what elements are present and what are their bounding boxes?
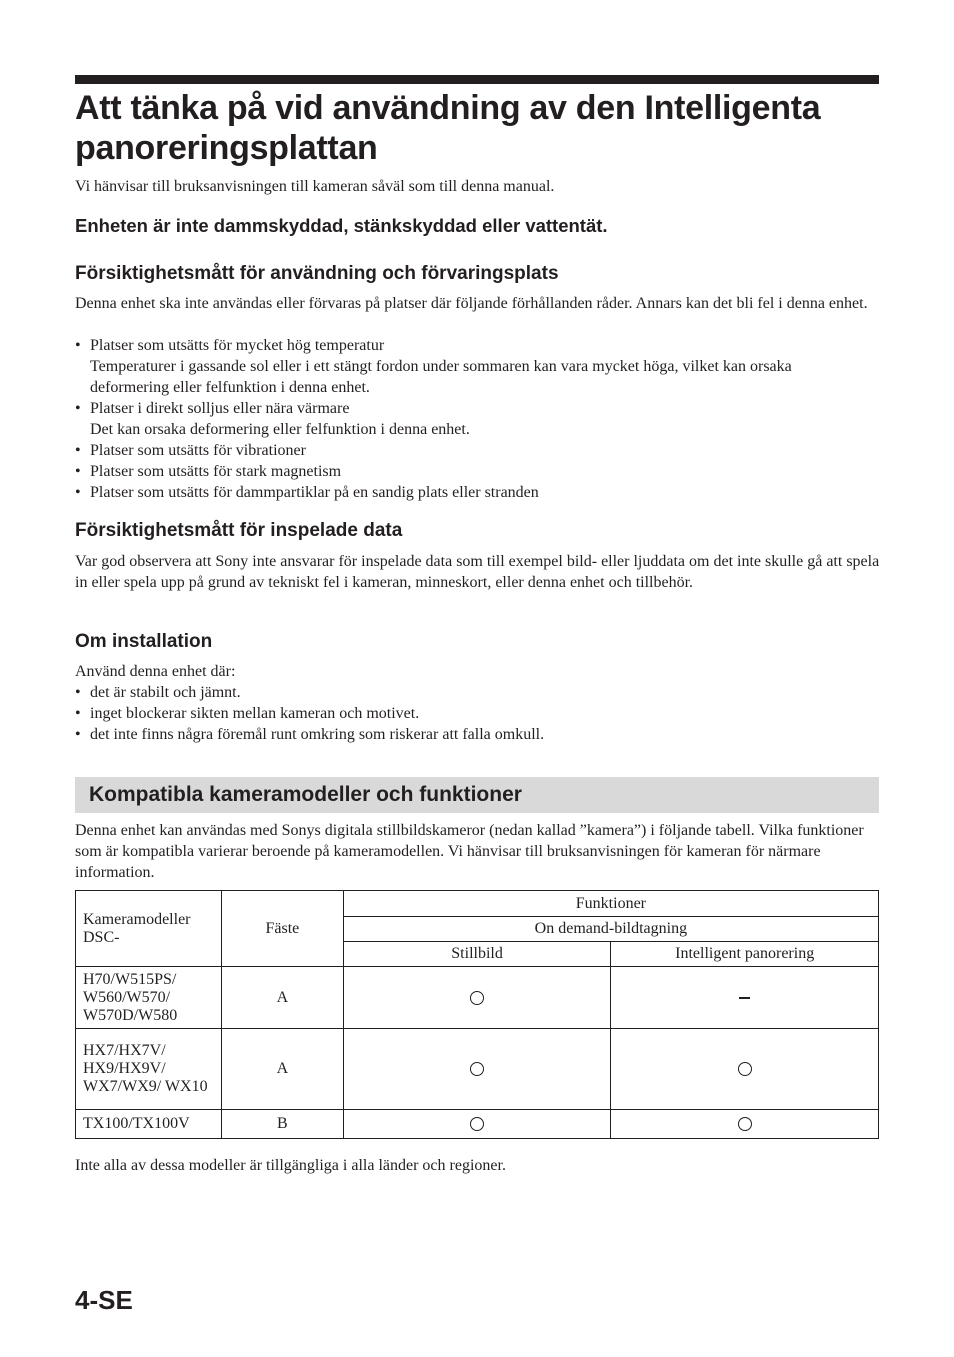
list-item-detail: Det kan orsaka deformering eller felfunktion i denna enhet. xyxy=(90,421,470,438)
installation-intro: Använd denna enhet där: xyxy=(75,663,236,680)
page-title: Att tänka på vid användning av den Intelligenta panoreringsplattan xyxy=(75,89,821,167)
cell-model: H70/W515PS/ W560/W570/ W570D/W580 xyxy=(76,967,222,1029)
list-item: • inget blockerar sikten mellan kameran och motivet. xyxy=(75,703,865,724)
list-item xyxy=(75,440,865,461)
warning-heading: Enheten är inte dammskyddad, stänkskyddad eller vattentät. xyxy=(75,215,608,236)
circle-icon xyxy=(470,1117,484,1131)
intro-text: Vi hänvisar till bruksanvisningen till kameran såväl som till denna manual. xyxy=(75,178,555,195)
circle-icon xyxy=(470,991,484,1005)
cell-panorama xyxy=(611,1029,879,1110)
list-item: • det inte finns några föremål runt omkring som riskerar att falla omkull. xyxy=(75,724,865,745)
title-rule xyxy=(75,75,879,84)
list-item xyxy=(75,335,865,398)
cell-model: HX7/HX7V/ HX9/HX9V/ WX7/WX9/ WX10 xyxy=(76,1029,222,1110)
section-banner xyxy=(75,777,879,813)
dash-icon xyxy=(739,997,750,999)
cell-still xyxy=(343,1110,611,1139)
list-item: • det är stabilt och jämnt. xyxy=(75,682,865,703)
cell-still xyxy=(343,1029,611,1110)
cell-panorama xyxy=(611,1110,879,1139)
compatibility-paragraph: Denna enhet kan användas med Sonys digitala stillbildskameror (nedan kallad ”kamera”) i följande tabell. Vilka funktioner som är kompatibla varierar beroende på kameramodellen. Vi hänvisar till bruksanvisningen för kameran för närmare information. xyxy=(75,822,864,881)
recorded-data-paragraph: Var god observera att Sony inte ansvarar för inspelade data som till exempel bild- eller ljuddata om det inte skulle gå att spela in eller spela upp på grund av tekniskt fel i kameran, minneskort, eller denna enhet och tillbehör. xyxy=(75,553,880,591)
list-item xyxy=(75,461,865,482)
cell-panorama xyxy=(611,967,879,1029)
header-functions: Funktioner xyxy=(343,891,878,917)
installation-list xyxy=(75,682,865,745)
usage-storage-heading: Försiktighetsmått för användning och förvaringsplats xyxy=(75,263,559,284)
header-on-demand: On demand-bildtagning xyxy=(343,917,878,942)
installation-heading: Om installation xyxy=(75,631,213,652)
header-panorama: Intelligent panorering xyxy=(611,942,879,967)
list-item-label: • Platser som utsätts för mycket hög temperatur xyxy=(90,337,385,354)
page-number: 4-SE xyxy=(75,1285,133,1315)
usage-storage-paragraph: Denna enhet ska inte användas eller förvaras på platser där följande förhållanden råder. Annars kan det bli fel i denna enhet. xyxy=(75,295,868,312)
section-title: Kompatibla kameramodeller och funktioner xyxy=(89,783,522,806)
list-item xyxy=(75,398,865,440)
table-row xyxy=(76,1029,879,1110)
circle-icon xyxy=(470,1062,484,1076)
circle-icon xyxy=(738,1117,752,1131)
table-row xyxy=(76,967,879,1029)
recorded-data-heading: Försiktighetsmått för inspelade data xyxy=(75,520,403,541)
compatibility-table xyxy=(75,890,879,1139)
header-mount: Fäste xyxy=(221,891,343,967)
circle-icon xyxy=(738,1062,752,1076)
cell-mount: B xyxy=(221,1110,343,1139)
table-row xyxy=(76,1110,879,1139)
list-item-label: • Platser i direkt solljus eller nära värmare xyxy=(90,400,350,417)
header-camera-models: Kameramodeller DSC- xyxy=(76,891,222,967)
footnote: Inte alla av dessa modeller är tillgängliga i alla länder och regioner. xyxy=(75,1157,506,1174)
cell-model: TX100/TX100V xyxy=(76,1110,222,1139)
usage-storage-list xyxy=(75,335,865,503)
cell-mount: A xyxy=(221,1029,343,1110)
cell-mount: A xyxy=(221,967,343,1029)
list-item xyxy=(75,482,865,503)
list-item-label: Platser som utsätts för dammpartiklar på en sandig plats eller stranden xyxy=(90,484,539,501)
list-item-label: Platser som utsätts för stark magnetism xyxy=(90,463,342,480)
list-item-detail: Temperaturer i gassande sol eller i ett stängt fordon under sommaren kan vara mycket höga, vilket kan orsaka deformering eller felfunktion i denna enhet. xyxy=(90,358,792,396)
header-still: Stillbild xyxy=(343,942,611,967)
cell-still xyxy=(343,967,611,1029)
list-item-label: Platser som utsätts för vibrationer xyxy=(90,442,306,459)
